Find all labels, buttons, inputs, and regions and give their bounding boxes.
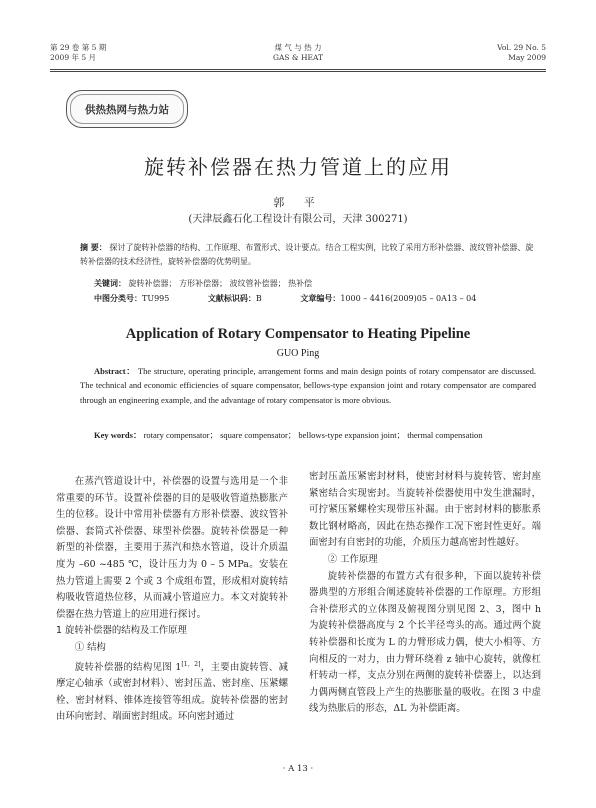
- abstract-en: [80, 364, 536, 407]
- structure-paragraph: [56, 657, 288, 727]
- issue-date-en: May 2009: [508, 53, 546, 62]
- article-no-label: 文章编号：: [300, 294, 341, 303]
- author-cn: 郭 平: [273, 196, 323, 209]
- author-en: GUO Ping: [276, 348, 320, 359]
- volume-issue: 第 29 卷 第 5 期: [50, 43, 107, 52]
- keywords-cn: [94, 277, 534, 291]
- keywords-cn-label: 关键词：: [94, 279, 126, 288]
- doc-code-value: B: [255, 294, 262, 303]
- affiliation-cn: (天津辰鑫石化工程设计有限公司，天津 300271): [188, 214, 408, 225]
- keywords-cn-text: 旋转补偿器； 方形补偿器； 波纹管补偿器； 热补偿: [128, 279, 313, 288]
- clc-label: 中图分类号：: [94, 294, 142, 303]
- clc-value: TU995: [142, 294, 170, 303]
- subsection-heading: ② 工作原理: [327, 553, 378, 565]
- header-rule: [50, 69, 546, 70]
- article-no-value: 1000 – 4416(2009)05 – 0A13 – 04: [340, 294, 477, 303]
- keywords-en: [80, 428, 536, 442]
- principle-paragraph: 旋转补偿器的布置方式有很多种，下面以旋转补偿器典型的方形组合阐述旋转补偿器的工作原理。方形组合补偿形式的立体图及俯视图分别见图 2、3，图中 h 为旋转补偿器高度与 2 个长半径弯头的高。通过两个旋转补偿器和长度为 L 的力臂形成力偶，使大小相等、方向相反的一对力，由力臂环绕着 z 轴中心旋转，就像杠杆转动一样，支点分别在两侧的旋转补偿器上，以达到力偶两侧直管段上产生的热膨胀量的吸收。在图 3 中虚线为热胀后的形态，ΔL 为补偿距离。: [309, 570, 541, 715]
- abstract-cn-label: 摘 要：: [80, 243, 107, 252]
- title-en: Application of Rotary Compensator to Heating Pipeline: [125, 326, 471, 342]
- structure-text-b: ，主要由旋转管、减摩定心轴承（或密封材料）、密封压盖、密封座、压紧螺栓、密封材料、锥体连接管等组成。旋转补偿器的密封由环向密封、端面密封组成。环向密封通过: [56, 661, 288, 723]
- abstract-en-text: The structure, operating principle, arrangement forms and main design points of rotary compensator are discussed. The technical and economic efficiencies of square compensator, bellows-type expansion joint and rotary compensator are compared through an engineering example, and the advantage of rotary compensator is more obvious.: [80, 366, 536, 405]
- continued-paragraph: 密封压盖压紧密封材料，使密封材料与旋转管、密封座紧密结合实现密封。当旋转补偿器使用中发生泄漏时，可拧紧压紧螺栓实现带压补漏。由于密封材料的膨胀系数比钢材略高，因此在热态操作工况下密封性更好。端面密封有自密封的功能，介质压力越高密封性越好。: [309, 471, 541, 549]
- column-tag: 供热热网与热力站: [66, 90, 188, 128]
- body-column-left: [56, 474, 288, 726]
- journal-issue-en: [497, 43, 546, 63]
- subsection-heading: ① 结构: [74, 641, 106, 653]
- keywords-en-label: Key words：: [94, 430, 142, 440]
- keywords-en-text: rotary compensator； square compensator； bellows-type expansion joint； thermal compensation: [143, 430, 483, 440]
- abstract-cn-text: 探讨了旋转补偿器的结构、工作原理、布置形式、设计要点。结合工程实例，比较了采用方形补偿器、波纹管补偿器、旋转补偿器的技术经济性，旋转补偿器的优势明显。: [80, 243, 534, 266]
- header-rule-thin: [50, 71, 546, 72]
- body-column-right: [309, 469, 541, 718]
- section-heading: 1 旋转补偿器的结构及工作原理: [56, 625, 187, 637]
- journal-name-cn: 煤 气 与 热 力: [274, 43, 322, 52]
- issue-date: 2009 年 5 月: [50, 53, 97, 62]
- intro-paragraph: 在蒸汽管道设计中，补偿器的设置与选用是一个非常重要的环节。设置补偿器的目的是吸收管道热膨胀产生的位移。设计中常用补偿器有方形补偿器、波纹管补偿器、套筒式补偿器、球型补偿器。旋转补偿器是一种新型的补偿器，主要用于蒸汽和热水管道，设计介质温度为 –60 ~485 ℃，设计压力为 0 – 5 MPa。安装在热力管道上需要 2 个或 3 个成组布置，形成相对旋转结构吸收管道热位移，从而减小管道应力。本文对旋转补偿器在热力管道上的应用进行探讨。: [56, 476, 288, 620]
- volume-issue-en: Vol. 29 No. 5: [497, 43, 546, 52]
- page-number: · A 13 ·: [282, 764, 314, 774]
- citation: [1，2]: [181, 660, 201, 668]
- abstract-cn: [80, 241, 536, 269]
- title-cn: 旋转补偿器在热力管道上的应用: [144, 155, 452, 179]
- doc-code-label: 文献标识码：: [207, 294, 256, 303]
- abstract-en-label: Abstract：: [94, 366, 136, 376]
- structure-text-a: 旋转补偿器的结构见图 1: [74, 661, 182, 673]
- classification: [94, 292, 534, 306]
- journal-name-en: GAS & HEAT: [272, 53, 323, 62]
